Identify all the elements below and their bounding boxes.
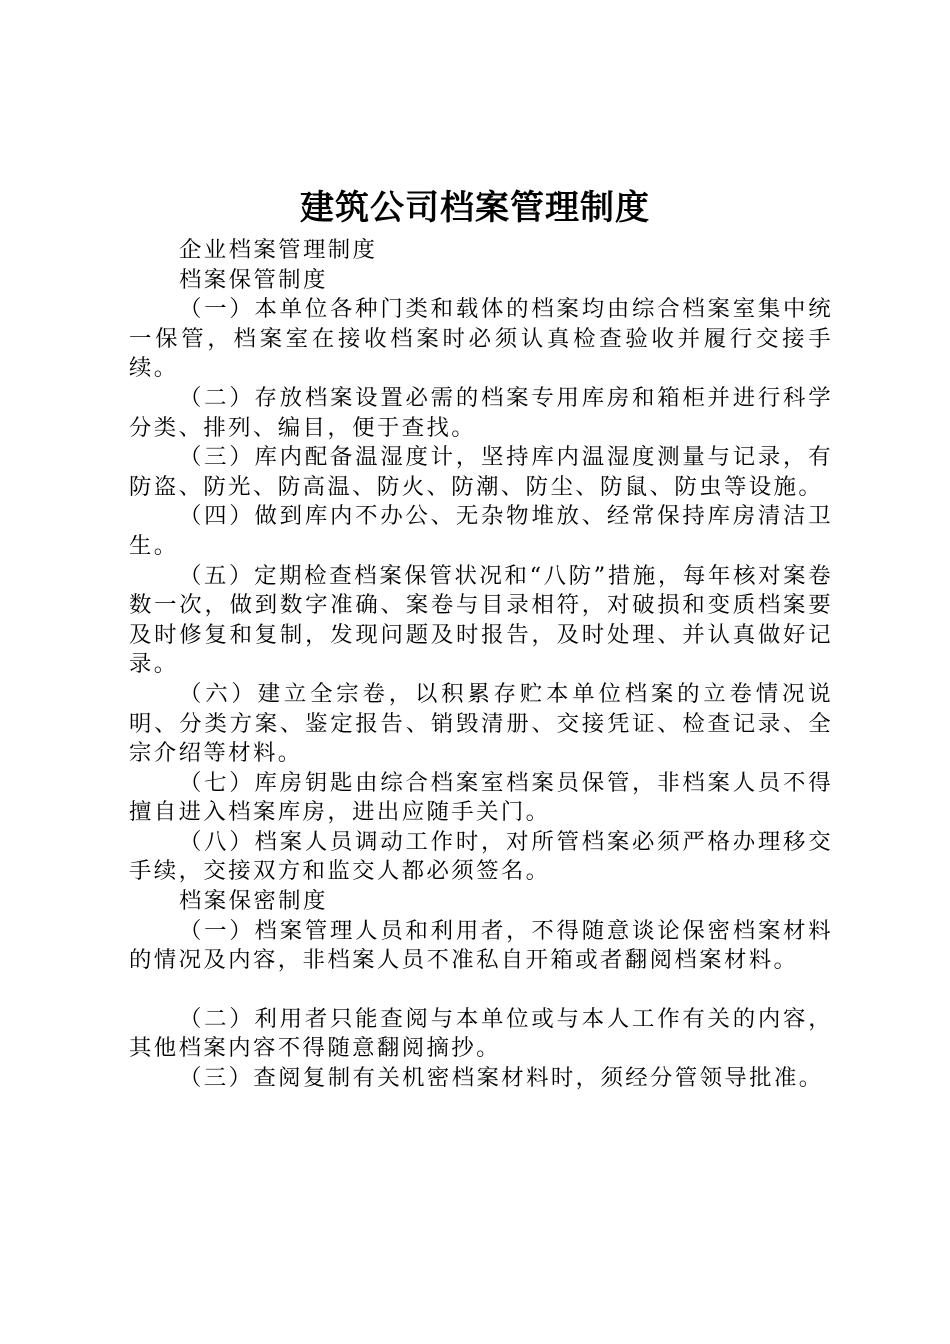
confidentiality-item-1: （一）档案管理人员和利用者，不得随意谈论保密档案材料的情况及内容，非档案人员不准私自开箱或者翻阅档案材料。 (129, 917, 833, 974)
section-heading-custody: 档案保管制度 (179, 266, 328, 293)
custody-item-8: （八）档案人员调动工作时，对所管档案必须严格办理移交手续，交接双方和监交人都必须签名。 (129, 828, 833, 885)
custody-item-6: （六）建立全宗卷，以积累存贮本单位档案的立卷情况说明、分类方案、鉴定报告、销毁清册、交接凭证、检查记录、全宗介绍等材料。 (129, 680, 833, 767)
custody-item-1: （一）本单位各种门类和载体的档案均由综合档案室集中统一保管，档案室在接收档案时必须认真检查验收并履行交接手续。 (129, 296, 833, 382)
section-heading-confidentiality: 档案保密制度 (179, 888, 328, 915)
section-heading-enterprise: 企业档案管理制度 (179, 237, 378, 263)
custody-item-2: （二）存放档案设置必需的档案专用库房和箱柜并进行科学分类、排列、编目，便于查找。 (129, 384, 833, 441)
document-body (129, 236, 833, 1094)
document-title: 建筑公司档案管理制度 (300, 188, 650, 228)
custody-item-3: （三）库内配备温湿度计，坚持库内温湿度测量与记录，有防盗、防光、防高温、防火、防潮、防尘、防鼠、防虫等设施。 (129, 444, 833, 500)
custody-item-4: （四）做到库内不办公、无杂物堆放、经常保持库房清洁卫生。 (129, 503, 833, 559)
custody-item-5: （五）定期检查档案保管状况和“八防”措施，每年核对案卷数一次，做到数字准确、案卷与目录相符，对破损和变质档案要及时修复和复制，发现问题及时报告，及时处理、并认真做好记录。 (129, 562, 833, 678)
confidentiality-item-3: （三）查阅复制有关机密档案材料时，须经分管领导批准。 (179, 1065, 824, 1092)
custody-item-7: （七）库房钥匙由综合档案室档案员保管，非档案人员不得擅自进入档案库房，进出应随手关门。 (129, 769, 833, 826)
confidentiality-item-2: （二）利用者只能查阅与本单位或与本人工作有关的内容，其他档案内容不得随意翻阅摘抄。 (129, 1005, 833, 1062)
